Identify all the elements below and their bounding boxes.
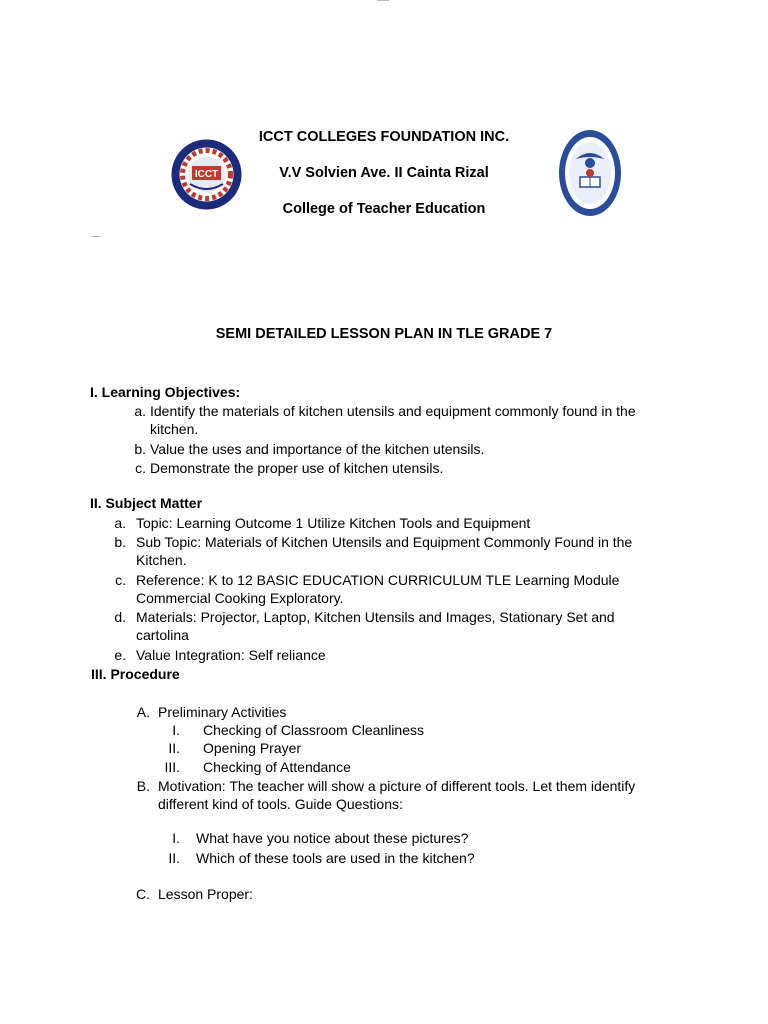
guide-question-text: Which of these tools are used in the kitchen?: [196, 850, 475, 866]
institution-name: ICCT COLLEGES FOUNDATION INC.: [258, 129, 510, 145]
guide-question-text: What have you notice about these pictures?: [196, 830, 469, 846]
guide-question-marker: II.: [168, 850, 180, 866]
objective-marker: a.: [134, 403, 146, 419]
page-top-mark: [377, 0, 389, 1]
subject-marker: d.: [114, 609, 126, 625]
procedure-sub-marker: III.: [164, 759, 180, 775]
subject-text: Reference: K to 12 BASIC EDUCATION CURRICULUM TLE Learning Module: [136, 572, 620, 588]
subject-marker: a.: [114, 515, 126, 531]
objective-marker: b.: [134, 441, 146, 457]
objectives-heading: I. Learning Objectives:: [90, 384, 241, 400]
subject-text: Value Integration: Self reliance: [136, 647, 326, 663]
subject-text: Commercial Cooking Exploratory.: [136, 590, 344, 606]
procedure-heading: III. Procedure: [91, 666, 180, 682]
procedure-a-text: Preliminary Activities: [158, 704, 287, 720]
objective-marker: c.: [135, 460, 146, 476]
procedure-sub-marker: I.: [172, 722, 180, 738]
subject-text: cartolina: [136, 627, 189, 643]
college-name: College of Teacher Education: [282, 201, 486, 217]
icct-logo-initials: ICCT: [194, 169, 219, 180]
procedure-b-text: different kind of tools. Guide Questions:: [158, 796, 403, 812]
subject-text: Sub Topic: Materials of Kitchen Utensils and Equipment Commonly Found in the: [136, 534, 633, 550]
institution-address: V.V Solvien Ave. II Cainta Rizal: [279, 165, 489, 181]
procedure-marker: C.: [136, 886, 150, 902]
subject-marker: c.: [115, 572, 126, 588]
objective-text: Value the uses and importance of the kitchen utensils.: [150, 441, 485, 457]
procedure-marker: A.: [136, 704, 150, 720]
guide-question-marker: I.: [172, 830, 180, 846]
subject-marker: e.: [114, 647, 126, 663]
subject-text: Materials: Projector, Laptop, Kitchen Utensils and Images, Stationary Set and: [136, 609, 615, 625]
procedure-sub-marker: II.: [168, 740, 180, 756]
margin-mark: [91, 236, 101, 237]
lesson-plan-title: SEMI DETAILED LESSON PLAN IN TLE GRADE 7: [215, 326, 553, 342]
procedure-sub-text: Checking of Attendance: [203, 759, 351, 775]
objective-text: Demonstrate the proper use of kitchen utensils.: [150, 460, 444, 476]
procedure-b-text: Motivation: The teacher will show a picture of different tools. Let them identify: [158, 778, 636, 794]
subject-text: Kitchen.: [136, 552, 187, 568]
procedure-sub-text: Opening Prayer: [203, 740, 302, 756]
subject-marker: b.: [114, 534, 126, 550]
subject-matter-heading: II. Subject Matter: [90, 495, 203, 511]
objective-text: kitchen.: [150, 421, 199, 437]
procedure-marker: B.: [136, 778, 150, 794]
procedure-c-text: Lesson Proper:: [158, 886, 253, 902]
subject-text: Topic: Learning Outcome 1 Utilize Kitchen Tools and Equipment: [136, 515, 531, 531]
procedure-sub-text: Checking of Classroom Cleanliness: [203, 722, 424, 738]
objective-text: Identify the materials of kitchen utensils and equipment commonly found in the: [150, 403, 636, 419]
